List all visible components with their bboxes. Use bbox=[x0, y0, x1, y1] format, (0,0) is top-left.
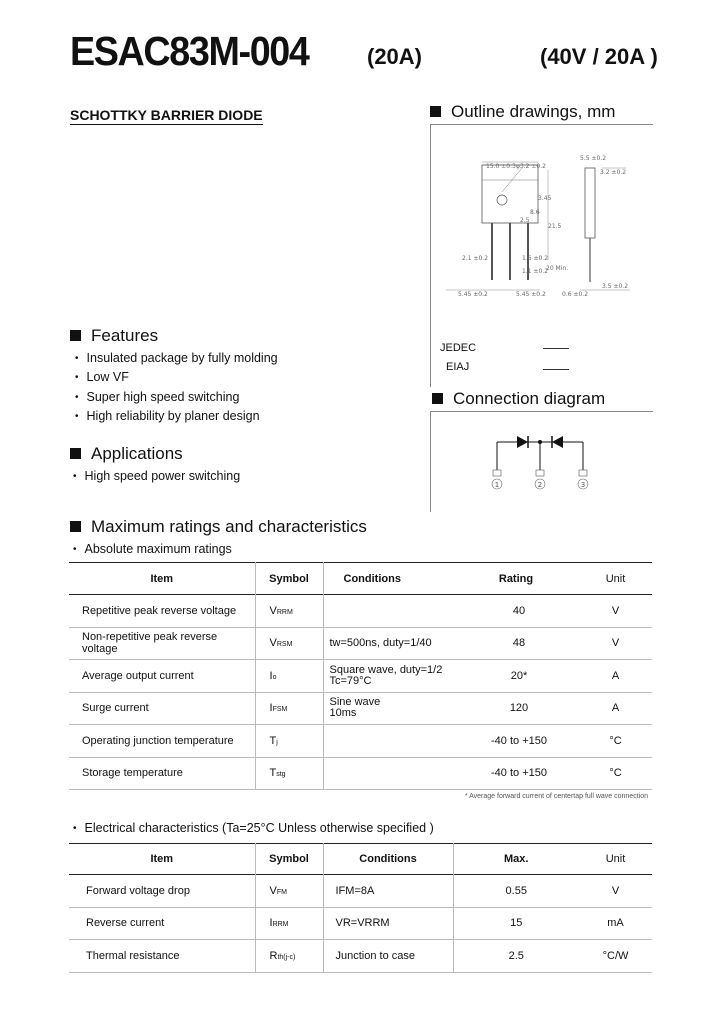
spec-summary: (40V / 20A ) bbox=[540, 44, 658, 69]
item-cell bbox=[69, 660, 255, 693]
unit-text: A bbox=[611, 669, 620, 682]
features-title: Features bbox=[91, 326, 159, 345]
table-row bbox=[69, 875, 652, 908]
unit-cell bbox=[579, 595, 652, 628]
dim-pin-width: 2.1 ±0.2 bbox=[462, 255, 489, 262]
max-value: 2.5 bbox=[508, 949, 524, 962]
rating-cell bbox=[453, 595, 579, 628]
col-max: Max. bbox=[453, 844, 579, 875]
dim-pin-pitch: 1.6 ±0.2 bbox=[522, 255, 549, 262]
symbol-subscript: RRM bbox=[276, 608, 293, 616]
current-rating: (20A) bbox=[367, 44, 423, 69]
symbol-subscript: th(j-c) bbox=[277, 953, 296, 961]
item-text: Surge current bbox=[82, 702, 149, 715]
unit-text: mA bbox=[607, 917, 624, 930]
symbol-text: I bbox=[269, 702, 273, 715]
conditions-cell bbox=[323, 627, 453, 660]
rating-value: -40 to +150 bbox=[491, 767, 547, 780]
conditions-cell bbox=[323, 725, 453, 758]
section-square-icon bbox=[70, 521, 81, 532]
conditions-text-2: Tc=79°C bbox=[329, 674, 372, 687]
max-value: 0.55 bbox=[505, 884, 527, 897]
table-row bbox=[69, 907, 652, 940]
max-cell bbox=[453, 875, 579, 908]
col-item: Item bbox=[150, 572, 174, 585]
max-cell bbox=[453, 907, 579, 940]
connection-title: Connection diagram bbox=[453, 389, 606, 408]
feature-item: • Super high speed switching bbox=[75, 390, 239, 404]
conditions-cell bbox=[323, 595, 453, 628]
diode-2-icon bbox=[552, 436, 563, 448]
ratings-heading bbox=[70, 517, 367, 537]
table-row bbox=[69, 692, 652, 725]
pin-3-label: 3 bbox=[580, 481, 586, 489]
symbol-cell bbox=[255, 757, 323, 790]
dim-h4: 21.5 bbox=[548, 223, 562, 230]
symbol-subscript: stg bbox=[276, 771, 286, 779]
col-rating: Rating bbox=[498, 572, 534, 585]
electrical-table bbox=[69, 843, 652, 973]
symbol-subscript: RSM bbox=[276, 641, 293, 649]
connection-diagram bbox=[480, 430, 600, 492]
col-conditions: Conditions bbox=[323, 844, 453, 875]
abs-ratings-table bbox=[69, 562, 652, 790]
pin-2-label: 2 bbox=[537, 481, 543, 489]
pin-1-label: 1 bbox=[494, 481, 500, 489]
symbol-text: I bbox=[269, 917, 273, 930]
table-row bbox=[69, 660, 652, 693]
unit-text: V bbox=[611, 637, 620, 650]
item-text: Thermal resistance bbox=[86, 949, 180, 962]
eiaj-label: EIAJ bbox=[446, 361, 470, 373]
rating-cell bbox=[453, 660, 579, 693]
conditions-text-2: 10ms bbox=[329, 707, 357, 720]
dim-side-width: 3.5 ±0.2 bbox=[602, 283, 629, 290]
jedec-dash bbox=[543, 348, 569, 349]
symbol-cell bbox=[255, 907, 323, 940]
unit-cell bbox=[579, 627, 652, 660]
dim-h5: 8.6 bbox=[530, 209, 540, 216]
symbol-text: T bbox=[269, 767, 277, 780]
col-unit: Unit bbox=[605, 853, 626, 865]
conditions-text: Junction to case bbox=[335, 949, 415, 962]
symbol-cell bbox=[255, 725, 323, 758]
symbol-cell bbox=[255, 627, 323, 660]
item-cell bbox=[69, 907, 255, 940]
outline-title: Outline drawings, mm bbox=[451, 102, 616, 121]
mounting-hole bbox=[497, 195, 507, 205]
symbol-text: V bbox=[269, 604, 277, 617]
max-value: 15 bbox=[510, 917, 523, 930]
symbol-cell bbox=[255, 595, 323, 628]
unit-cell bbox=[579, 875, 652, 908]
item-cell bbox=[69, 627, 255, 660]
dim-span2: 5.45 ±0.2 bbox=[516, 291, 546, 298]
rating-cell bbox=[453, 725, 579, 758]
max-cell bbox=[453, 940, 579, 973]
unit-cell bbox=[579, 725, 652, 758]
eiaj-dash bbox=[543, 369, 569, 370]
symbol-cell bbox=[255, 940, 323, 973]
unit-text: A bbox=[611, 702, 620, 715]
conditions-cell bbox=[323, 692, 453, 725]
conditions-cell bbox=[323, 907, 453, 940]
item-text: Reverse current bbox=[86, 917, 165, 930]
dim-thickness: 0.6 ±0.2 bbox=[562, 291, 589, 298]
unit-cell bbox=[579, 660, 652, 693]
col-conditions: Conditions bbox=[323, 563, 453, 595]
rating-cell bbox=[453, 627, 579, 660]
symbol-text: V bbox=[269, 884, 277, 897]
item-cell bbox=[69, 692, 255, 725]
feature-item: • High reliability by planer design bbox=[75, 409, 260, 423]
dim-h2: 3.45 bbox=[538, 195, 552, 202]
col-unit: Unit bbox=[605, 572, 626, 585]
conditions-text: Square wave, duty=1/2 bbox=[329, 663, 443, 676]
dim-pin-length: 20 Min. bbox=[546, 265, 569, 272]
table-row bbox=[69, 940, 652, 973]
dim-h3: 2.5 bbox=[520, 217, 530, 224]
symbol-subscript: FM bbox=[276, 888, 287, 896]
electrical-subtitle: • Electrical characteristics (Ta=25°C Unless otherwise specified ) bbox=[73, 821, 434, 835]
item-text: Average output current bbox=[82, 669, 194, 682]
symbol-text: V bbox=[269, 637, 277, 650]
applications-heading bbox=[70, 444, 183, 464]
rating-value: 40 bbox=[512, 604, 526, 617]
symbol-subscript: RRM bbox=[272, 921, 289, 929]
table-row bbox=[69, 627, 652, 660]
item-cell bbox=[69, 875, 255, 908]
table-header-row bbox=[69, 844, 652, 875]
footnote: * Average forward current of centertap full wave connection bbox=[464, 793, 648, 800]
section-square-icon bbox=[70, 448, 81, 459]
col-symbol: Symbol bbox=[255, 563, 323, 595]
rating-value: 48 bbox=[512, 637, 526, 650]
rating-cell bbox=[453, 692, 579, 725]
jedec-label: JEDEC bbox=[440, 342, 477, 354]
dim-hole: φ3.2 ±0.2 bbox=[516, 163, 546, 170]
dim-width: 15.0 ±0.3 bbox=[486, 163, 516, 170]
conditions-text: tw=500ns, duty=1/40 bbox=[329, 636, 432, 649]
features-heading bbox=[70, 326, 158, 346]
unit-cell bbox=[579, 907, 652, 940]
rating-cell bbox=[453, 757, 579, 790]
device-type: SCHOTTKY BARRIER DIODE bbox=[70, 107, 263, 123]
item-cell bbox=[69, 725, 255, 758]
diode-1-icon bbox=[517, 436, 528, 448]
unit-text: °C/W bbox=[602, 949, 629, 962]
feature-item: • Low VF bbox=[75, 370, 129, 384]
table-header-row bbox=[69, 563, 652, 595]
item-cell bbox=[69, 940, 255, 973]
rating-value: -40 to +150 bbox=[491, 734, 547, 747]
abs-ratings-subtitle: • Absolute maximum ratings bbox=[73, 542, 232, 556]
unit-cell bbox=[579, 692, 652, 725]
part-number: ESAC83M-004 bbox=[70, 28, 309, 74]
item-text: Repetitive peak reverse voltage bbox=[82, 604, 237, 617]
dim-h1: 5.5 ±0.2 bbox=[580, 155, 607, 162]
unit-text: V bbox=[611, 884, 620, 897]
outline-drawing bbox=[430, 140, 652, 310]
conditions-cell bbox=[323, 940, 453, 973]
conditions-cell bbox=[323, 757, 453, 790]
connection-heading bbox=[432, 389, 605, 409]
col-symbol: Symbol bbox=[255, 844, 323, 875]
item-text: Forward voltage drop bbox=[86, 884, 190, 897]
unit-cell bbox=[579, 757, 652, 790]
conditions-text: IFM=8A bbox=[335, 884, 375, 897]
conditions-cell bbox=[323, 875, 453, 908]
symbol-cell bbox=[255, 875, 323, 908]
dim-span1: 5.45 ±0.2 bbox=[458, 291, 488, 298]
symbol-text: R bbox=[269, 949, 278, 962]
item-text: Storage temperature bbox=[82, 767, 183, 780]
rating-value: 20* bbox=[510, 669, 528, 682]
symbol-subscript: o bbox=[272, 673, 277, 681]
section-square-icon bbox=[430, 106, 441, 117]
table-row bbox=[69, 725, 652, 758]
item-cell bbox=[69, 757, 255, 790]
item-text: Non-repetitive peak reverse voltage bbox=[82, 631, 218, 656]
symbol-subscript: j bbox=[276, 738, 278, 746]
unit-text: V bbox=[611, 604, 620, 617]
table-row bbox=[69, 757, 652, 790]
section-square-icon bbox=[432, 393, 443, 404]
symbol-cell bbox=[255, 660, 323, 693]
rating-value: 120 bbox=[509, 702, 529, 715]
symbol-text: T bbox=[269, 734, 277, 747]
col-item: Item bbox=[150, 853, 174, 865]
table-row bbox=[69, 595, 652, 628]
unit-cell bbox=[579, 940, 652, 973]
item-cell bbox=[69, 595, 255, 628]
unit-text: °C bbox=[609, 734, 622, 747]
dim-pin-width2: 1.1 ±0.2 bbox=[522, 268, 549, 275]
feature-item: • Insulated package by fully molding bbox=[75, 351, 278, 365]
item-text: Operating junction temperature bbox=[82, 734, 234, 747]
conditions-text: Sine wave bbox=[329, 696, 381, 709]
side-view bbox=[585, 168, 595, 238]
symbol-cell bbox=[255, 692, 323, 725]
application-item: • High speed power switching bbox=[73, 469, 240, 483]
conditions-text: VR=VRRM bbox=[335, 917, 390, 930]
conditions-cell bbox=[323, 660, 453, 693]
symbol-text: I bbox=[269, 669, 273, 682]
unit-text: °C bbox=[609, 767, 622, 780]
dim-side-top: 3.2 ±0.2 bbox=[600, 169, 627, 176]
applications-title: Applications bbox=[91, 444, 183, 463]
section-square-icon bbox=[70, 330, 81, 341]
ratings-title: Maximum ratings and characteristics bbox=[91, 517, 367, 536]
symbol-subscript: FSM bbox=[272, 706, 288, 714]
outline-heading bbox=[430, 102, 615, 122]
